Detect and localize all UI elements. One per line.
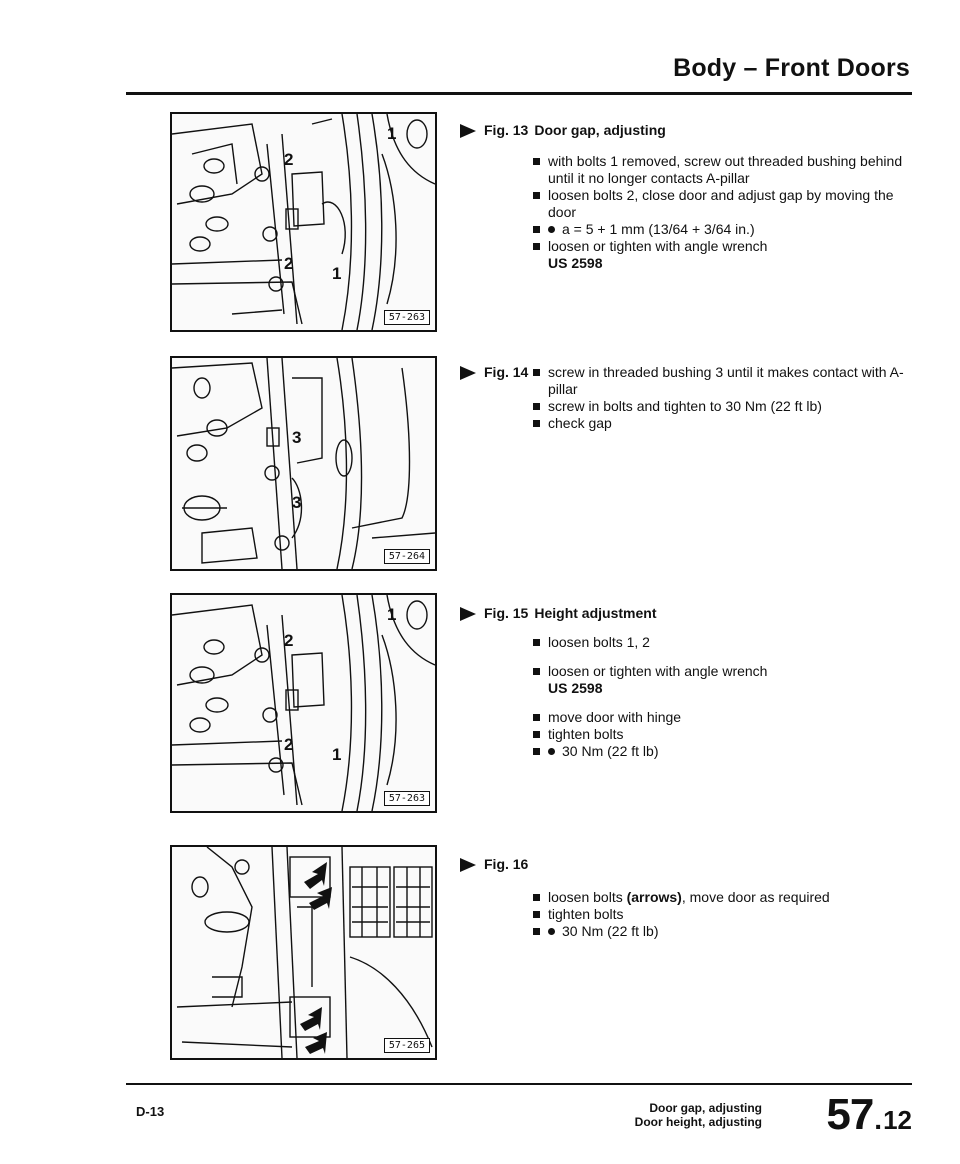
tool-name: US 2598 <box>548 255 603 271</box>
section-major: 57 <box>826 1090 874 1139</box>
hinge-diagram-icon <box>172 114 435 330</box>
fig-16-illustration <box>170 845 437 1060</box>
step: loosen bolts 2, close door and adjust gap by moving the door <box>533 187 910 221</box>
pointer-arrow-icon <box>460 366 476 380</box>
figure-title: Door gap, adjusting <box>534 122 666 138</box>
step <box>533 238 910 272</box>
step <box>533 889 910 906</box>
footer-rule <box>126 1083 912 1085</box>
footer-topic: Door height, adjusting <box>634 1115 762 1129</box>
spec: a = 5 + 1 mm (13/64 + 3/64 in.) <box>548 221 910 238</box>
footer-topic: Door gap, adjusting <box>649 1101 762 1115</box>
page-title: Body – Front Doors <box>673 54 910 82</box>
image-code: 57-263 <box>384 791 430 806</box>
step-text: loosen bolts <box>548 889 623 905</box>
footer-topics <box>635 1101 762 1129</box>
figure-label: Fig. 14 <box>484 364 529 380</box>
section-dot: . <box>874 1104 883 1135</box>
fig-14-text <box>460 364 910 432</box>
step <box>533 663 910 697</box>
fig-13-illustration <box>170 112 437 332</box>
fig-15-illustration <box>170 593 437 813</box>
callout-2: 2 <box>284 735 294 754</box>
pointer-arrow-icon <box>460 607 476 621</box>
step: screw in threaded bushing 3 until it makes contact with A-pillar <box>533 364 910 398</box>
spec: 30 Nm (22 ft lb) <box>548 743 910 760</box>
hinge-diagram-icon <box>172 595 435 811</box>
callout-4: 1 <box>332 264 342 283</box>
callout-3: 2 <box>284 254 294 273</box>
callout-3: 3 <box>292 493 302 512</box>
section-minor: 12 <box>883 1105 912 1135</box>
step: screw in bolts and tighten to 30 Nm (22 ft lb) <box>533 398 910 415</box>
callout-1: 2 <box>284 150 294 169</box>
fig-13-text <box>460 122 910 272</box>
header-rule <box>126 92 912 95</box>
step: loosen bolts 1, 2 <box>533 634 910 651</box>
spec-container <box>533 743 910 760</box>
callout-2: 1 <box>387 124 397 143</box>
page-number: D-13 <box>136 1104 165 1119</box>
door-hinge-arrows-diagram-icon <box>172 847 435 1058</box>
tool-name: US 2598 <box>548 680 603 696</box>
pointer-arrow-icon <box>460 124 476 138</box>
image-code: 57-265 <box>384 1038 430 1053</box>
spec-container <box>533 221 910 238</box>
callout-2: 2 <box>284 631 294 650</box>
spec: 30 Nm (22 ft lb) <box>548 923 910 940</box>
fig-14-illustration <box>170 356 437 571</box>
fig-15-text <box>460 605 910 760</box>
step-text: , move door as required <box>681 889 830 905</box>
step: tighten bolts <box>533 906 910 923</box>
step: with bolts 1 removed, screw out threaded bushing behind until it no longer contacts A-pillar <box>533 153 910 187</box>
section-number <box>826 1090 912 1140</box>
step-text: loosen or tighten with angle wrench <box>548 238 768 254</box>
step: check gap <box>533 415 910 432</box>
spec-container <box>533 923 910 940</box>
callout-1: 1 <box>387 605 397 624</box>
step: move door with hinge <box>533 709 910 726</box>
callout-3: 3 <box>292 428 302 447</box>
figure-label: Fig. 16 <box>484 856 529 872</box>
step-bold: (arrows) <box>626 889 682 905</box>
callout-1: 1 <box>332 745 342 764</box>
figure-label: Fig. 13 <box>484 122 529 138</box>
pointer-arrow-icon <box>460 858 476 872</box>
figure-title: Height adjustment <box>534 605 657 621</box>
fig-16-text <box>460 856 910 940</box>
image-code: 57-263 <box>384 310 430 325</box>
figure-label: Fig. 15 <box>484 605 529 621</box>
step-text: loosen or tighten with angle wrench <box>548 663 768 679</box>
image-code: 57-264 <box>384 549 430 564</box>
bushing-diagram-icon <box>172 358 435 569</box>
step: tighten bolts <box>533 726 910 743</box>
